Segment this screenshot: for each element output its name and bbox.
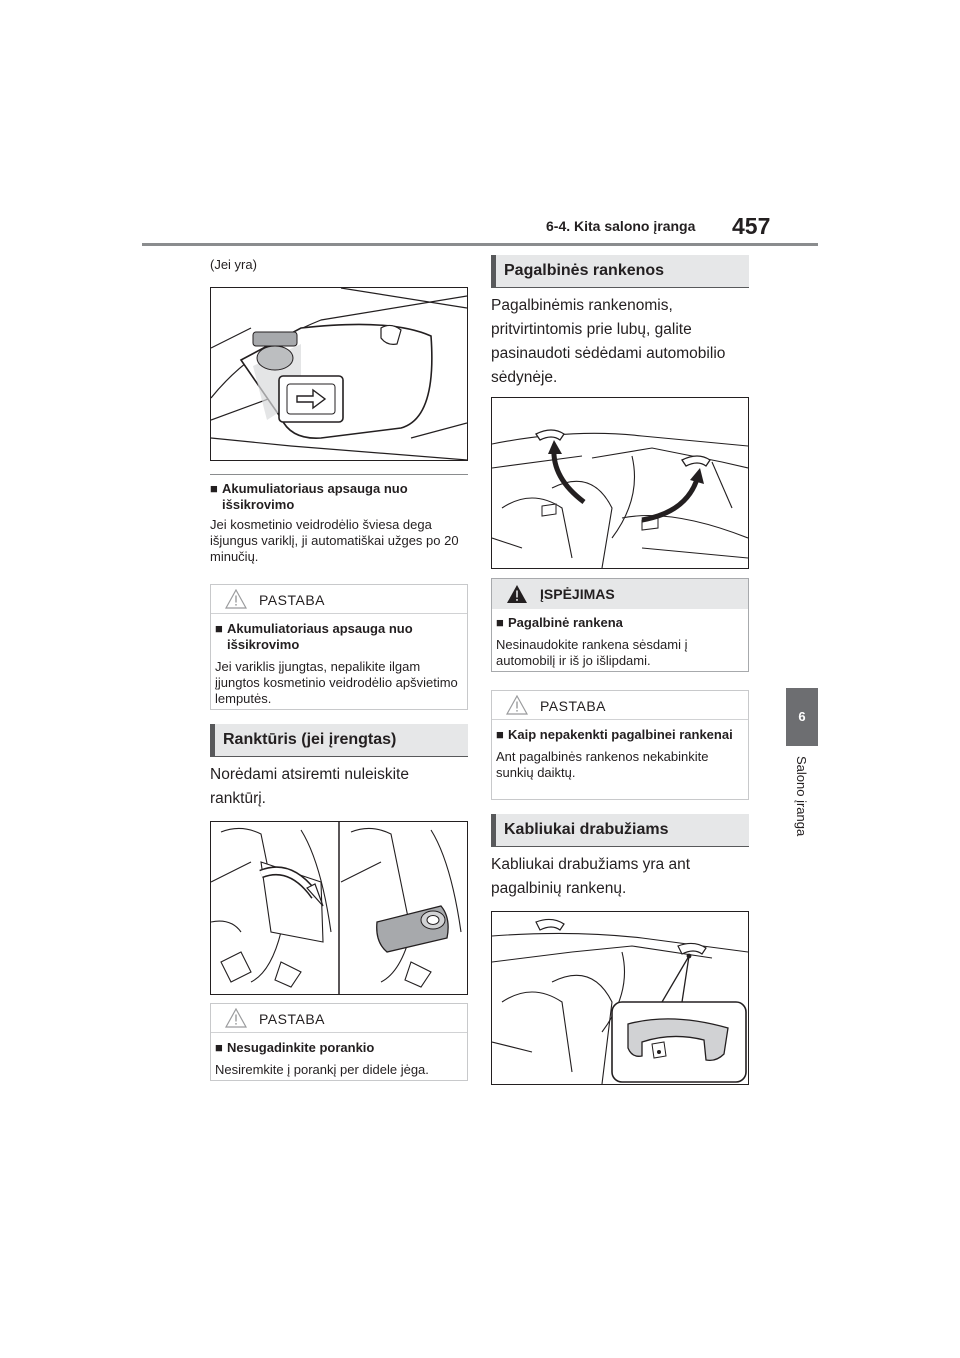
notice-item-text: Jei variklis įjungtas, nepalikite ilgam įjungtos kosmetinio veidrodėlio apšvietimo lemputės.	[215, 659, 458, 706]
warning-item-title-text: Pagalbinė rankena	[508, 615, 623, 630]
battery-item-text: Jei kosmetinio veidrodėlio šviesa dega išjungus variklį, ji automatiškai užges po 20 minučių.	[210, 517, 459, 564]
chapter-label-text: Salono įranga	[794, 756, 809, 837]
armrest-illustration	[210, 821, 468, 995]
notice-item-title	[496, 727, 744, 743]
square-bullet: ■	[215, 1040, 223, 1055]
square-bullet: ■	[210, 481, 218, 496]
warning-label: ĮSPĖJIMAS	[540, 586, 615, 602]
notice-item-title-text: Akumuliatoriaus apsauga nuo išsikrovimo	[227, 621, 413, 652]
notice-box-1	[210, 584, 468, 710]
if-equipped-note: (Jei yra)	[210, 257, 257, 272]
notice-item-title-text: Kaip nepakenkti pagalbinei rankenai	[508, 727, 733, 742]
battery-item-title	[210, 481, 468, 513]
coat-hooks-text: Kabliukai drabužiams yra ant pagalbinių rankenų.	[491, 856, 691, 897]
notice-item-title-text: Nesugadinkite porankio	[227, 1040, 375, 1055]
notice-item-title	[215, 1040, 463, 1056]
divider	[210, 474, 468, 475]
square-bullet: ■	[215, 621, 223, 636]
assist-grip-heading: Pagalbinės rankenos	[491, 255, 749, 287]
header-rule	[142, 243, 818, 246]
notice-box-2	[210, 1003, 468, 1081]
vanity-mirror-illustration	[210, 287, 468, 461]
notice-label: PASTABA	[540, 698, 607, 714]
chapter-tab: 6	[786, 688, 818, 746]
notice-item-text: Nesiremkite į porankį per didele jėga.	[215, 1062, 429, 1077]
heading-rule	[491, 846, 749, 847]
caution-triangle-icon	[225, 589, 247, 609]
warning-item-text: Nesinaudokite rankena sėsdami į automobilį ir iš jo išlipdami.	[496, 637, 688, 668]
notice-header	[492, 691, 748, 720]
warning-box	[491, 578, 749, 672]
warning-item-title	[496, 615, 744, 631]
notice-item-title	[215, 621, 463, 653]
notice-item-text: Ant pagalbinės rankenos nekabinkite sunkių daiktų.	[496, 749, 709, 780]
warning-header	[492, 579, 748, 609]
coat-hooks-heading: Kabliukai drabužiams	[491, 814, 749, 846]
notice-header	[211, 585, 467, 614]
notice-header	[211, 1004, 467, 1033]
section-title: 6-4. Kita salono įranga	[546, 218, 696, 234]
warning-triangle-icon	[506, 584, 528, 604]
chapter-label	[786, 756, 818, 856]
coat-hook-illustration	[491, 911, 749, 1085]
battery-item-title-text: Akumuliatoriaus apsauga nuo išsikrovimo	[222, 481, 408, 512]
caution-triangle-icon	[506, 695, 528, 715]
notice-label: PASTABA	[259, 1011, 326, 1027]
notice-label: PASTABA	[259, 592, 326, 608]
armrest-heading: Ranktūris (jei įrengtas)	[210, 724, 468, 756]
heading-rule	[210, 756, 468, 757]
caution-triangle-icon	[225, 1008, 247, 1028]
notice-box-3	[491, 690, 749, 800]
page-number: 457	[732, 213, 771, 239]
assist-grip-text: Pagalbinėmis rankenomis, pritvirtintomis prie lubų, galite pasinaudoti sėdėdami automobilio sėdynėje.	[491, 297, 726, 386]
square-bullet: ■	[496, 615, 504, 630]
heading-rule	[491, 287, 749, 288]
assist-grip-illustration	[491, 397, 749, 569]
armrest-text: Norėdami atsiremti nuleiskite ranktūrį.	[210, 766, 409, 807]
square-bullet: ■	[496, 727, 504, 742]
